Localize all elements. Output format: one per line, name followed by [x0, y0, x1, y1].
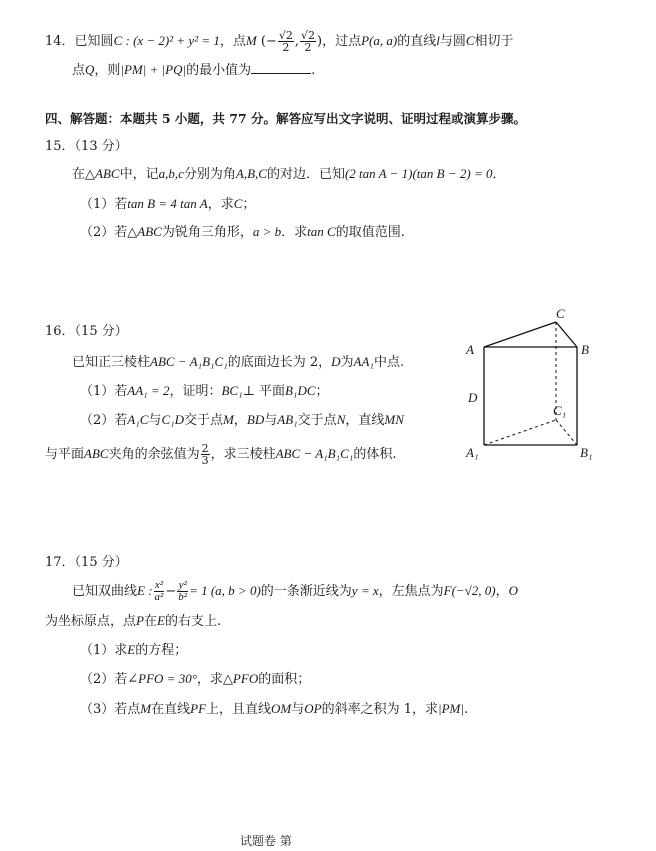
- q16-part1: [80, 382, 329, 401]
- q15-part2: [80, 223, 405, 242]
- text: 已知正三棱柱: [72, 355, 151, 370]
- frac-num: √2: [278, 29, 293, 42]
- var: OP: [304, 701, 322, 716]
- q14-line1: [45, 30, 514, 53]
- text: ，证明：: [169, 384, 222, 399]
- text: （2）若: [80, 413, 128, 428]
- text: 在直线: [151, 702, 191, 717]
- text: （2）若: [80, 672, 128, 687]
- frac-den: 2: [282, 41, 290, 54]
- frac-den: 3: [201, 454, 209, 467]
- label-B1: B₁: [580, 445, 593, 460]
- var: tan C: [307, 224, 336, 239]
- equation: AA₁ = 2: [127, 383, 170, 398]
- text: 交于点: [184, 413, 224, 428]
- text: 与: [148, 413, 162, 428]
- frac-den: b²: [178, 591, 188, 603]
- var: △PFO: [222, 671, 259, 686]
- text: 与圆: [439, 34, 466, 49]
- text: ，直线: [345, 413, 385, 428]
- var: B₁DC: [284, 383, 316, 398]
- fraction: [278, 30, 294, 53]
- label-D: D: [468, 390, 478, 405]
- text: ．求: [281, 225, 308, 240]
- var: |PM|: [438, 701, 464, 716]
- text: −: [165, 584, 177, 599]
- edge-AC: [484, 322, 556, 347]
- text: ；: [315, 384, 329, 399]
- q16-line3: [45, 441, 396, 468]
- var: A,B,C: [235, 166, 267, 181]
- text: 点: [72, 63, 86, 78]
- var: P: [136, 613, 144, 628]
- text: 的右支上.: [164, 614, 222, 629]
- frac-den: 2: [304, 41, 312, 54]
- text: （1）求: [80, 643, 128, 658]
- text: 的面积；: [258, 672, 311, 687]
- text: （1）若: [80, 197, 128, 212]
- text: 为坐标原点，点: [45, 614, 137, 629]
- frac-num: √2: [301, 29, 316, 42]
- q14-line2: [72, 61, 315, 80]
- frac-num: x²: [154, 579, 164, 591]
- q17-part1: [80, 641, 187, 660]
- text: ，求: [196, 672, 223, 687]
- var: a,b,c: [158, 166, 184, 181]
- text: 为: [340, 355, 354, 370]
- text: 相切于: [474, 34, 514, 49]
- text: 中点.: [373, 355, 405, 370]
- text: 的直线: [397, 34, 437, 49]
- circle-equation: C : (x − 2)² + y² = 1: [113, 33, 220, 48]
- text: （2）若: [80, 225, 128, 240]
- text: 已知双曲线: [72, 584, 138, 599]
- text: 已知圆: [74, 34, 114, 49]
- text: ，过点: [322, 34, 362, 49]
- text: 上，且直线: [206, 702, 272, 717]
- text: 为锐角三角形，: [161, 225, 253, 240]
- text: 的体积.: [353, 447, 397, 462]
- text: 的一条渐近线为: [260, 584, 352, 599]
- text: 的对边．已知: [266, 167, 345, 182]
- var: D: [331, 354, 341, 369]
- var: ABC − A₁B₁C₁: [150, 354, 228, 369]
- equation: y = x: [351, 583, 379, 598]
- expression: |PM| + |PQ|: [120, 62, 187, 77]
- text: 夹角的余弦值为: [108, 447, 200, 462]
- label-A: A: [466, 342, 474, 357]
- prism-diagram: [460, 305, 610, 465]
- var: △ABC: [127, 224, 162, 239]
- answer-blank: [251, 61, 311, 74]
- var: ABC − A₁B₁C₁: [275, 446, 354, 461]
- text: ,: [294, 34, 299, 49]
- text: 的底面边长为 2，: [227, 355, 332, 370]
- prism-figure: [460, 305, 610, 465]
- text: 与平面: [45, 447, 85, 462]
- var: BC₁: [221, 383, 243, 398]
- text: 中，记: [119, 167, 159, 182]
- text: 与: [264, 413, 278, 428]
- equation: tan B = 4 tan A: [127, 196, 208, 211]
- q15-head: 15．（13 分）: [45, 139, 128, 154]
- q17-line1: [72, 578, 518, 605]
- var: ∠PFO = 30°: [127, 671, 197, 686]
- q16-part2: [80, 411, 404, 430]
- fraction: [201, 443, 210, 466]
- text: .: [463, 702, 469, 717]
- var: AA₁: [353, 354, 374, 369]
- q15-line1: [72, 165, 506, 184]
- edge-CB: [556, 322, 577, 347]
- var: E :: [137, 583, 153, 598]
- label-A1: A₁: [466, 445, 479, 460]
- text: 分别为角: [183, 167, 236, 182]
- frac-den: a²: [154, 591, 164, 603]
- text: ；: [242, 197, 256, 212]
- text: 交于点: [297, 413, 337, 428]
- q17-head: 17．（15 分）: [45, 555, 128, 570]
- text: ，: [495, 584, 509, 599]
- text: (−: [260, 34, 277, 49]
- var: A₁C: [127, 412, 149, 427]
- text: ，点: [219, 34, 246, 49]
- text: ，: [233, 413, 247, 428]
- var: N: [336, 412, 346, 427]
- page-footer: 试题卷 第: [240, 834, 292, 848]
- point-m: M: [245, 33, 257, 48]
- text: 在: [72, 167, 86, 182]
- edge-A1C1: [484, 420, 556, 445]
- var: PF: [190, 701, 207, 716]
- var: C₁D: [161, 412, 185, 427]
- q16-head: 16．（15 分）: [45, 324, 128, 339]
- q-number: 14．: [45, 34, 75, 49]
- label-B: B: [581, 342, 589, 357]
- text: 的最小值为: [186, 63, 252, 78]
- var: BD: [246, 412, 265, 427]
- var: C: [233, 196, 243, 211]
- text: （1）若: [80, 384, 128, 399]
- q17-part2: [80, 670, 310, 689]
- label-C: C: [556, 306, 565, 321]
- var: △ABC: [85, 166, 120, 181]
- text: 与: [291, 702, 305, 717]
- q17-part3: [80, 700, 468, 719]
- var: M: [140, 701, 152, 716]
- var: AB₁: [277, 412, 298, 427]
- focus: F(−√2, 0): [443, 583, 496, 598]
- frac-num: 2: [201, 442, 209, 455]
- var: l: [436, 33, 440, 48]
- equation: = 1 (a, b > 0): [189, 583, 261, 598]
- q17-line2: [45, 612, 221, 631]
- text: （3）若点: [80, 702, 141, 717]
- var: a > b: [252, 224, 282, 239]
- text: ，求三棱柱: [210, 447, 276, 462]
- text: 的方程；: [135, 643, 188, 658]
- q16-line1: [72, 353, 404, 372]
- var: ABC: [84, 446, 109, 461]
- var: E: [127, 642, 136, 657]
- section-heading: 四、解答题：本题共 5 小题，共 77 分。解答应写出文字说明、证明过程或演算步骤。: [45, 111, 527, 126]
- var: C: [465, 33, 475, 48]
- frac-num: y²: [178, 579, 187, 591]
- fraction: [300, 30, 316, 53]
- text: 的斜率之积为 1，求: [321, 702, 439, 717]
- text: ，求: [207, 197, 234, 212]
- var: O: [508, 583, 519, 598]
- var: OM: [271, 701, 292, 716]
- label-C1: C₁: [553, 403, 567, 418]
- point-p: P(a, a): [361, 33, 398, 48]
- var: MN: [384, 412, 404, 427]
- text: 在: [143, 614, 157, 629]
- text: ，则: [94, 63, 121, 78]
- var: Q: [85, 62, 95, 77]
- text: ，左焦点为: [378, 584, 444, 599]
- text: .: [311, 63, 316, 78]
- var: M: [223, 412, 234, 427]
- var: E: [156, 613, 165, 628]
- text: ．: [492, 167, 506, 182]
- condition: (2 tan A − 1)(tan B − 2) = 0: [344, 166, 493, 181]
- q15-part1: [80, 195, 255, 214]
- fraction: [177, 580, 188, 603]
- text: ): [317, 34, 323, 49]
- fraction: [154, 580, 165, 603]
- edge-C1B1: [556, 420, 577, 445]
- text: 的取值范围.: [335, 225, 405, 240]
- text: ⊥ 平面: [242, 384, 285, 399]
